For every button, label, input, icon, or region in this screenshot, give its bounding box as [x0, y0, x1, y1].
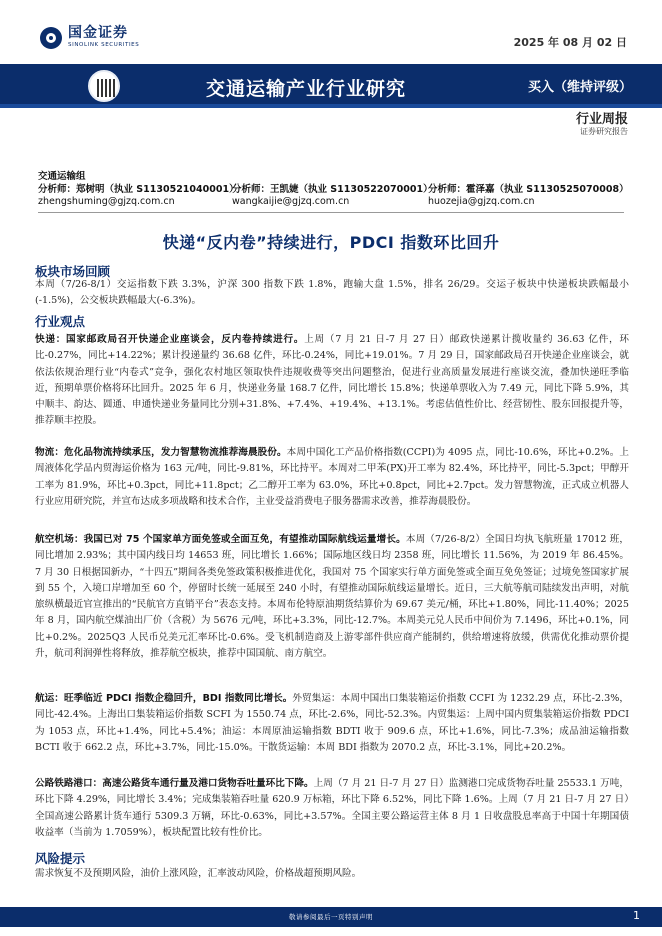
analyst-1-email[interactable]: zhengshuming@gjzq.com.cn	[38, 196, 175, 207]
view-lead-express: 快递：国家邮政局召开快递企业座谈会，反内卷持续进行。	[35, 334, 305, 345]
analyst-2: 分析师：王凯婕（执业 S1130522070001）	[232, 184, 433, 195]
analyst-1: 分析师：郑树明（执业 S1130521040001）	[38, 184, 239, 195]
analyst-3-email[interactable]: huozejia@gjzq.com.cn	[428, 196, 535, 207]
view-paragraph-shipping	[35, 691, 629, 756]
report-date: 2025 年 08 月 02 日	[513, 36, 627, 49]
view-lead-road-rail-port: 公路铁路港口：高速公路货车通行量及港口货物吞吐量环比下降。	[35, 778, 314, 789]
view-lead-shipping: 航运：旺季临近 PDCI 指数企稳回升，BDI 指数同比增长。	[35, 693, 293, 704]
analyst-3: 分析师：霍泽嘉（执业 S1130525070008）	[428, 184, 629, 195]
page-number: 1	[633, 909, 640, 922]
section-title-views: 行业观点	[35, 314, 86, 329]
sinolink-logo-icon	[40, 27, 62, 49]
section-title-risk: 风险提示	[35, 851, 86, 866]
view-text-logistics: 本周中国化工产品价格指数(CCPI)为 4095 点，同比-10.6%，环比+0.2%。上周液体化学品内贸海运价格为 163 元/吨，同比-9.81%，环比持平。本周对二甲苯(PX)开工率为 82.4%，环比持平，同比-5.3pct；甲醇开工率为 81.9%，环比+0.3pct，同比+11.8pct；乙二醇开工率为 63.0%，环比+0.8pct，同比+2.7pct。发力智慧物流，正式成立机器人行业应用研究院，并宣布达成多项战略和技术合作，主业受益消费电子服务器需求改善，推荐海晨股份。	[35, 447, 629, 507]
view-paragraph-logistics	[35, 445, 629, 510]
view-text-shipping: 外贸集运：本周中国出口集装箱运价指数 CCFI 为 1232.29 点，环比-2.3%，同比-42.4%。上海出口集装箱运价指数 SCFI 为 1550.74 点，环比-2.6%，同比-52.3%。内贸集运：上周中国内贸集装箱运价指数 PDCI 为 1053 点，环比+1.4%，同比+5.4%；油运：本周原油运输指数 BDTI 收于 909.6 点，环比+1.6%，同比-7.3%；成品油运输指数 BCTI 收于 662.2 点，环比+3.7%，同比-15.0%。干散货运输：本周 BDI 指数为 2070.2 点，环比-3.1%，同比+20.2%。	[35, 693, 629, 753]
view-paragraph-express	[35, 332, 629, 430]
view-text-road-rail-port: 上周（7 月 21 日-7 月 27 日）监测港口完成货物吞吐量 25533.1 万吨，环比下降 4.29%，同比增长 3.4%；完成集装箱吞吐量 620.9 万标箱，环比下降 6.52%，同比下降 1.6%。上周（7 月 21 日-7 月 27 日）全国高速公路累计货车通行 5309.3 万辆，环比-0.63%，同比+3.57%。全国主要公路运营主体 8 月 1 日收盘股息率高于中国十年期国债收益率（当前为 1.7059%），板块配置比较有性价比。	[35, 778, 629, 838]
footer-disclaimer[interactable]: 敬请参阅最后一页特别声明	[289, 913, 373, 921]
logo-name-en: SINOLINK SECURITIES	[68, 42, 140, 48]
section-title-market: 板块市场回顾	[35, 264, 111, 279]
market-review-text: 本周（7/26-8/1）交运指数下跌 3.3%，沪深 300 指数下跌 1.8%，跑输大盘 1.5%，排名 26/29。交运子板块中快递板块跌幅最小(-1.5%)，公交板块跌幅最大(-6.3%)。	[35, 279, 629, 307]
report-type: 证券研究报告	[580, 127, 628, 136]
qr-code-icon	[88, 70, 120, 102]
view-lead-aviation: 航空机场：我国已对 75 个国家单方面免签或全面互免，有望推动国际航线运量增长。	[35, 534, 406, 545]
report-kind: 行业周报	[575, 112, 628, 127]
view-text-express: 上周（7 月 21 日-7 月 27 日）邮政快递累计揽收量约 36.63 亿件，环比-0.27%，同比+14.22%；累计投递量约 36.68 亿件，环比-0.24%，同比+19.01%。7 月 29 日，国家邮政局召开快递企业座谈会，就依法依规治理行业“内卷式”竞争，强化农村地区领取快件违规收费等突出问题整治，促进行业高质量发展进行座谈交流，叠加快递旺季临近，预期单票价格将环比回升。2025 年 6 月，快递业务量 168.7 亿件，同比增长 15.8%；快递单票收入为 7.49 元，同比下降 5.9%，其中顺丰、韵达、圆通、申通快递业务量同比分别+31.8%、+7.4%、+19.4%、+13.1%。考虑估值性价比、经营韧性、股东回报提升等，推荐顺丰控股。	[35, 334, 629, 427]
view-paragraph-road-rail-port	[35, 776, 629, 841]
view-text-aviation: 本周（7/26-8/2）全国日均执飞航班量 17012 班，同比增加 2.93%；其中国内线日均 14653 班，同比增长 1.66%；国际地区线日均 2358 班，同比增长 11.56%，为 2019 年 86.45%。7 月 30 日根据国新办，“十四五”期间各类免签政策积极推进优化，我国对 75 个国家实行单方面免签或全面互免免签证；过境免签国家扩展到 55 个，入境口岸增加至 60 个，停留时长统一延展至 240 小时，有望推动国际航线运量增长。近日，三大航等航司陆续发出声明，对航旅纵横最近官宣推出的“民航官方直销平台”表态支持。本周布伦特原油期货结算价为 69.67 美元/桶，环比+1.80%，同比-11.40%；2025 年 8 月，国内航空煤油出厂价（含税）为 5676 元/吨，环比+3.3%，同比-12.7%。本周美元兑人民币中间价为 7.1496，环比+0.1%，同比+0.2%。2025Q3 人民币兑美元汇率环比-0.6%。受飞机制造商及上游零部件供应商产能制约，供给增速将放缓，供需优化推动票价提升，航司利润弹性将释放，推荐航空板块，推荐中国国航、南方航空。	[35, 534, 630, 660]
view-lead-logistics: 物流：危化品物流持续承压，发力智慧物流推荐海晨股份。	[35, 447, 287, 458]
brand-logo	[40, 26, 139, 49]
rating-label: 买入（维持评级）	[527, 80, 632, 95]
logo-name-cn: 国金证券	[68, 25, 128, 41]
view-paragraph-aviation	[35, 532, 629, 662]
analyst-2-email[interactable]: wangkaijie@gjzq.com.cn	[232, 196, 350, 207]
analyst-group: 交通运输组	[38, 171, 86, 182]
report-headline: 快递“反内卷”持续进行，PDCI 指数环比回升	[162, 233, 500, 252]
divider	[38, 212, 624, 213]
report-title: 交通运输产业行业研究	[206, 78, 407, 100]
risk-text: 需求恢复不及预期风险，油价上涨风险，汇率波动风险，价格战超预期风险。	[35, 868, 362, 879]
